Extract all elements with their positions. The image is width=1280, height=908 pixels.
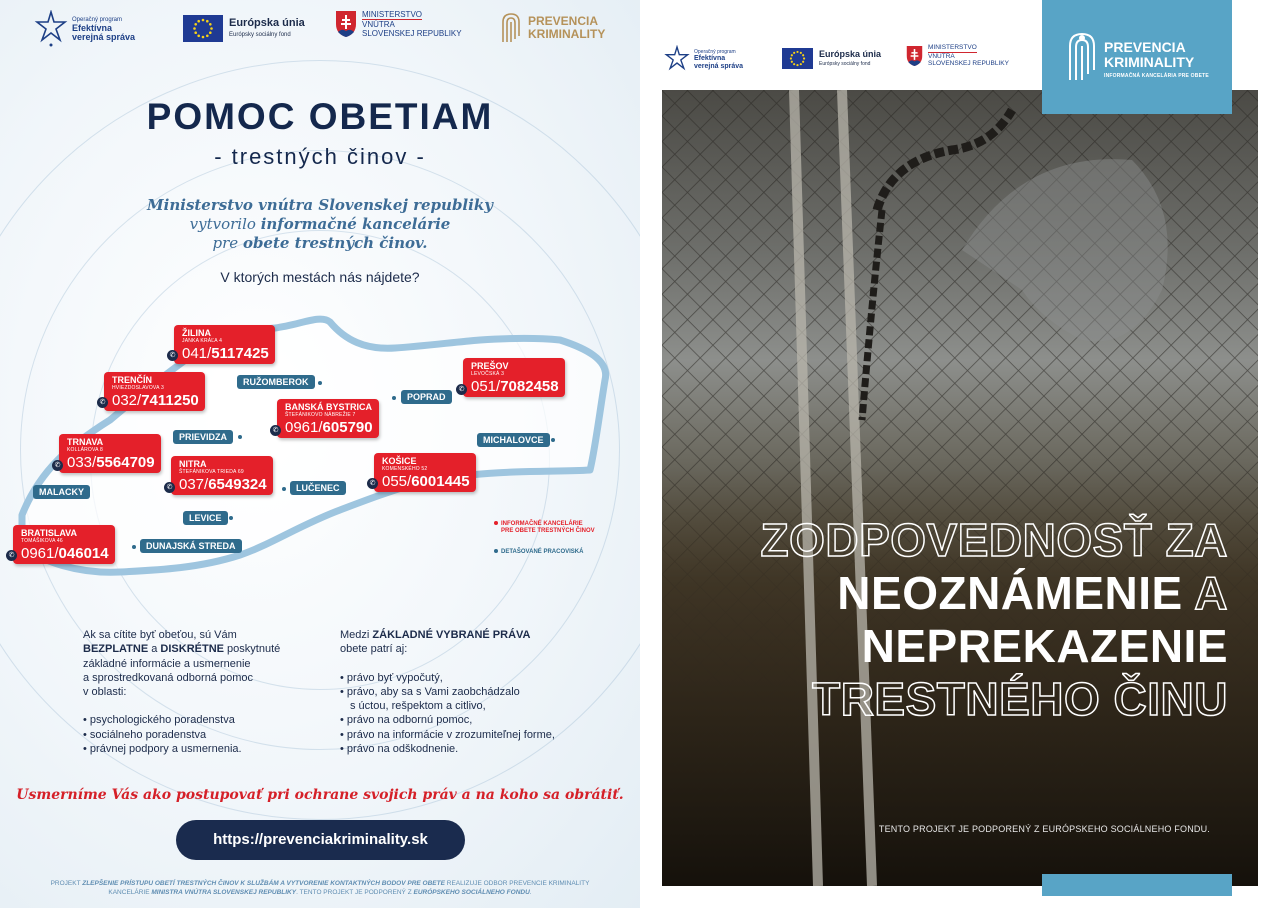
fingerprint-icon	[500, 12, 522, 44]
office-trencin: TRENČÍN HVIEZDOSLAVOVA 3 032/7411250	[104, 372, 205, 411]
office-trnava: TRNAVA KOLLÁROVA 8 033/5564709	[59, 434, 161, 473]
office-banska-bystrica: BANSKÁ BYSTRICA ŠTEFÁNIKOVO NÁBREŽIE 7 0961/605790	[277, 399, 379, 438]
branch-levice: LEVICE	[183, 511, 228, 525]
list-item: • právo na odškodnenie.	[340, 742, 600, 756]
list-item: • právo na odbornú pomoc,	[340, 713, 600, 727]
eu-flag-icon	[183, 15, 223, 42]
office-nitra: NITRA ŠTEFÁNIKOVA TRIEDA 69 037/6549324	[171, 456, 273, 495]
branch-dot	[238, 435, 242, 439]
branch-dot	[132, 545, 136, 549]
slovak-coat-of-arms-icon	[906, 45, 923, 67]
phone-icon: ✆	[270, 425, 281, 436]
branch-malacky: MALACKY	[33, 485, 90, 499]
phone-icon: ✆	[164, 482, 175, 493]
phone-icon: ✆	[52, 460, 63, 471]
branch-poprad: POPRAD	[401, 390, 452, 404]
operacny-program-icon	[34, 10, 68, 48]
logo-eu: Európska únia Európsky sociálny fond	[782, 48, 881, 69]
branch-dot	[318, 381, 322, 385]
intro-text: Ministerstvo vnútra Slovenskej republiky vytvorilo informačné kancelárie pre obete trestných činov.	[147, 196, 493, 252]
office-zilina: ŽILINA JANKA KRÁĽA 4 041/5117425	[174, 325, 275, 364]
fingerprint-icon	[1066, 30, 1098, 82]
branch-dot	[551, 438, 555, 442]
chain-link-fence-illustration	[662, 90, 1258, 886]
headline-line-3: NEPREKAZENIE	[861, 620, 1228, 672]
branch-michalovce: MICHALOVCE	[477, 433, 550, 447]
project-footer: PROJEKT ZLEPŠENIE PRÍSTUPU OBETÍ TRESTNÝCH ČINOV K SLUŽBÁM A VYTVORENIE KONTAKTNÝCH BODOV PRE OBETE REALIZUJE ODBOR PREVENCIE KRIMINALITY KANCELÁRIE MINISTRA VNÚTRA SLOVENSKEJ REPUBLIKY. TENTO PROJEKT JE PODPORENÝ Z EURÓPSKEHO SOCIÁLNEHO FONDU.	[50, 880, 590, 896]
funding-note: TENTO PROJEKT JE PODPORENÝ Z EURÓPSKEHO SOCIÁLNEHO FONDU.	[878, 824, 1210, 834]
motto-text: Usmerníme Vás ako postupovať pri ochrane svojich práv a na koho sa obrátiť.	[16, 787, 624, 803]
legend-offices: INFORMAČNÉ KANCELÁRIE PRE OBETE TRESTNÝCH ČINOV	[494, 521, 595, 535]
list-item: • právo, aby sa s Vami zaobchádzalo	[340, 685, 600, 699]
phone-icon: ✆	[456, 384, 467, 395]
info-column-rights: Medzi ZÁKLADNÉ VYBRANÉ PRÁVA obete patrí aj: • právo byť vypočutý, • právo, aby sa s Vami zaobchádzalo s úctou, rešpektom a citlivo, • právo na odbornú pomoc, • právo na informácie v zrozumiteľnej forme, • právo na odškodnenie.	[340, 628, 600, 756]
logo-eu: Európska únia Európsky sociálny fond	[183, 15, 305, 42]
legend-branches: DETAŠOVANÉ PRACOVISKÁ	[494, 549, 583, 556]
branch-dunajska-streda: DUNAJSKÁ STREDA	[140, 539, 242, 553]
branch-ruzomberok: RUŽOMBEROK	[237, 375, 315, 389]
list-item: • právnej podpory a usmernenia.	[83, 742, 323, 756]
accent-bar	[1042, 874, 1232, 896]
list-item: • právo byť vypočutý,	[340, 671, 600, 685]
branch-dot	[282, 487, 286, 491]
eu-flag-icon	[782, 48, 813, 69]
branch-dot	[229, 516, 233, 520]
headline-line-4: TRESTNÉHO ČINU	[812, 673, 1228, 725]
office-kosice: KOŠICE KOMENSKÉHO 52 055/6001445	[374, 453, 476, 492]
poster-zodpovednost	[640, 0, 1280, 908]
phone-icon: ✆	[97, 397, 108, 408]
legend-red-dot	[494, 521, 498, 525]
logo-prevencia-kriminality: PREVENCIA KRIMINALITY	[500, 12, 605, 44]
list-item: • právo na informácie v zrozumiteľnej forme,	[340, 728, 600, 742]
page-title: POMOC OBETIAM	[146, 96, 494, 137]
phone-icon: ✆	[167, 350, 178, 361]
logo-ministerstvo: MINISTERSTVO VNÚTRA SLOVENSKEJ REPUBLIKY	[335, 10, 462, 38]
logo-operacny-program: Operačný program Efektívna verejná správa	[34, 10, 135, 48]
fence-photo	[662, 90, 1258, 886]
page-subtitle: - trestných činov -	[214, 144, 426, 169]
office-presov: PREŠOV LEVOČSKÁ 3 051/7082458	[463, 358, 565, 397]
logo-operacny-program: Operačný program Efektívna verejná správa	[664, 45, 743, 75]
list-item: • psychologického poradenstva	[83, 713, 323, 727]
phone-icon: ✆	[367, 478, 378, 489]
operacny-program-icon	[664, 45, 690, 75]
prevencia-kriminality-brand: PREVENCIA KRIMINALITY INFORMAČNÁ KANCELÁRIA PRE OBETE	[1042, 0, 1232, 114]
website-link-button[interactable]: https://prevenciakriminality.sk	[176, 820, 465, 860]
office-bratislava: BRATISLAVA TOMÁŠIKOVA 46 0961/046014	[13, 525, 115, 564]
list-item: • sociálneho poradenstva	[83, 728, 323, 742]
branch-dot	[392, 396, 396, 400]
logo-ministerstvo: MINISTERSTVO VNÚTRA SLOVENSKEJ REPUBLIKY	[906, 44, 1009, 68]
headline-line-1: ZODPOVEDNOSŤ ZA	[760, 514, 1228, 566]
info-column-help: Ak sa cítite byť obeťou, sú Vám BEZPLATNE a DISKRÉTNE poskytnuté základné informácie a usmernenie a sprostredkovaná odborná pomoc v oblasti: • psychologického poradenstva • sociálneho poradenstva • právnej podpory a usmernenia.	[83, 628, 323, 756]
legend-blue-dot	[494, 549, 498, 553]
slovak-coat-of-arms-icon	[335, 10, 357, 38]
branch-prievidza: PRIEVIDZA	[173, 430, 233, 444]
where-question: V ktorých mestách nás nájdete?	[220, 269, 420, 285]
headline-line-2: NEOZNÁMENIE A	[837, 567, 1228, 619]
branch-lucenec: LUČENEC	[290, 481, 346, 495]
phone-icon: ✆	[6, 550, 17, 561]
